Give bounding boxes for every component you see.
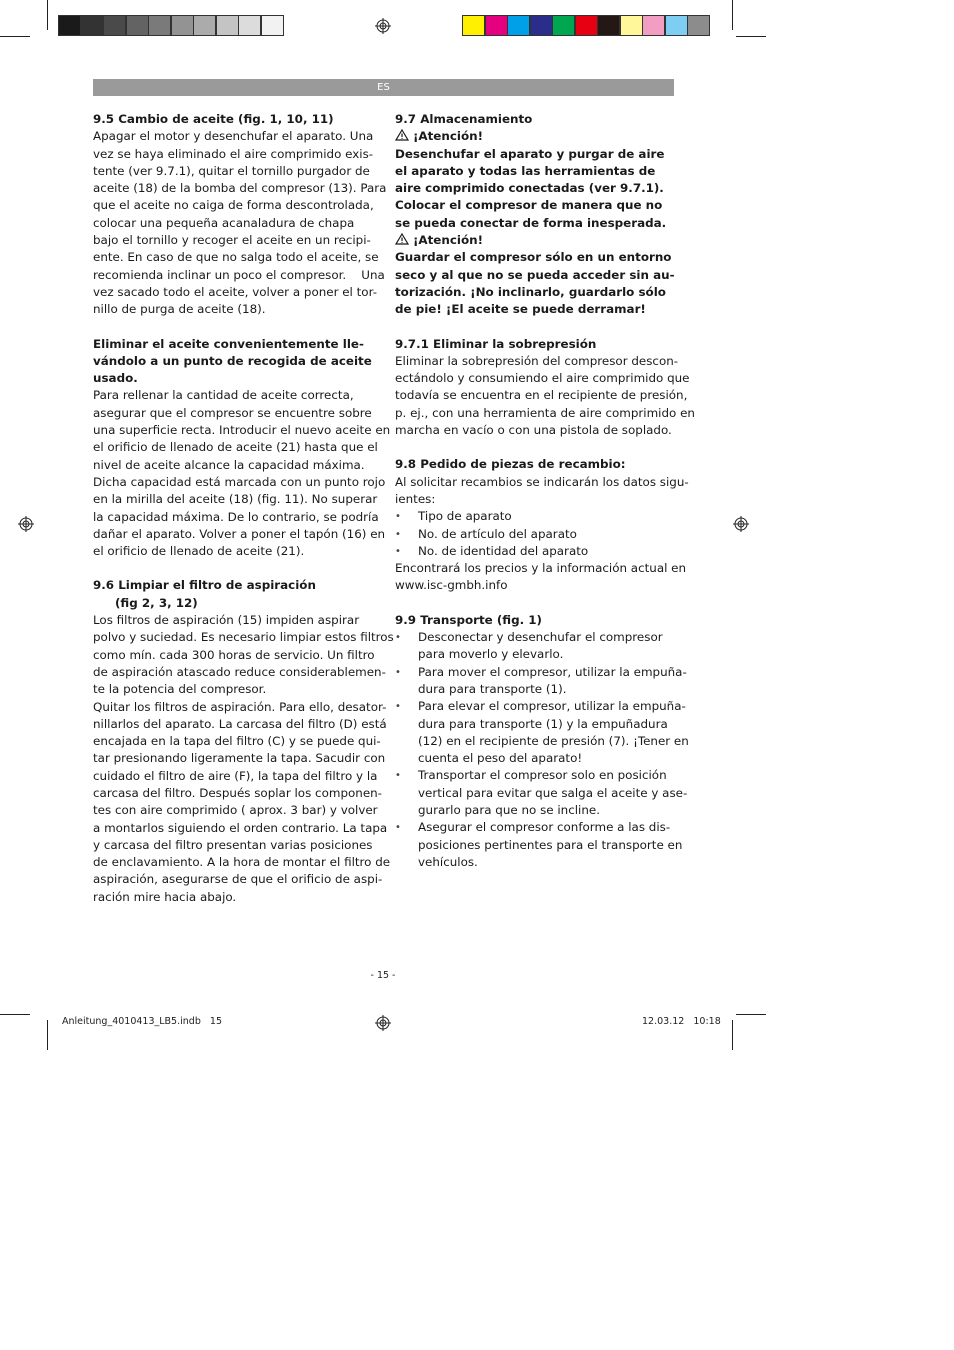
text-line: polvo y suciedad. Es necesario limpiar estos filtros <box>93 630 394 645</box>
color-swatch <box>687 15 710 36</box>
text-line: aire comprimido conectadas (ver 9.7.1). <box>395 181 664 196</box>
text-line: Apagar el motor y desenchufar el aparato. Una <box>93 129 374 144</box>
text-line: dañar el aparato. Volver a poner el tapón (16) en <box>93 526 386 541</box>
text-line: recomienda inclinar un poco el compresor. Una <box>93 267 385 282</box>
text-line: de pie! ¡El aceite se puede derramar! <box>395 302 646 317</box>
text-line: cuenta el peso del aparato! <box>418 751 583 766</box>
text-line: • Para elevar el compresor, utilizar la empuña- <box>418 699 686 714</box>
section-title-9-5: 9.5 Cambio de aceite (fig. 1, 10, 11) <box>93 112 334 126</box>
text-line: vándolo a un punto de recogida de aceite <box>93 353 372 368</box>
list-item <box>395 698 689 767</box>
list-item: • No. de identidad del aparato <box>395 543 680 560</box>
crop-mark <box>0 36 30 37</box>
text-line: carcasa del filtro. Después soplar los componen- <box>93 785 382 800</box>
text-line: de aspiración atascado reduce considerablemen- <box>93 664 386 679</box>
color-swatch <box>642 15 665 36</box>
text-line: marcha en vacío o con una pistola de soplado. <box>395 423 672 438</box>
list-item <box>395 819 683 871</box>
text-line: cuidado el filtro de aire (F), la tapa del filtro y la <box>93 768 378 783</box>
section-body-9-6 <box>93 612 394 906</box>
text-line: Quitar los filtros de aspiración. Para ello, desator- <box>93 699 387 714</box>
text-line: encajada en la tapa del filtro (C) y se puede qui- <box>93 734 381 749</box>
section-body-9-7-1 <box>395 353 695 439</box>
text-line: Guardar el compresor sólo en un entorno <box>395 250 672 265</box>
color-swatch <box>507 15 530 36</box>
text-line: que el aceite no caiga de forma descontrolada, <box>93 198 374 213</box>
text-line: usado. <box>93 371 138 386</box>
text-line: dura para transporte (1). <box>418 681 567 696</box>
refill-oil-body <box>93 387 391 560</box>
text-line: posiciones pertinentes para el transporte en <box>418 837 683 852</box>
text-line: • Desconectar y desenchufar el compresor <box>418 630 663 645</box>
text-line: Dicha capacidad está marcada con un punto rojo <box>93 474 386 489</box>
text-line: nillarlos del aparato. La carcasa del filtro (D) está <box>93 716 387 731</box>
storage-warning-1 <box>395 146 680 232</box>
registration-mark-icon <box>18 516 34 532</box>
text-line: www.isc-gmbh.info <box>395 578 508 593</box>
spare-parts-list <box>395 508 680 560</box>
gray-swatch <box>58 15 81 36</box>
text-line: te la potencia del compresor. <box>93 682 267 697</box>
text-line: la capacidad máxima. De lo contrario, se podría <box>93 509 379 524</box>
list-item: • No. de artículo del aparato <box>395 526 680 543</box>
text-line: Colocar el compresor de manera que no <box>395 198 663 213</box>
warning-triangle-icon <box>395 233 409 245</box>
text-line: tar presionando ligeramente la tapa. Sacudir con <box>93 751 386 766</box>
page-number: - 15 - <box>370 970 396 981</box>
storage-warning-2 <box>395 249 680 318</box>
text-line: vertical para evitar que salga el aceite y ase- <box>418 785 688 800</box>
text-line: ientes: <box>395 491 436 506</box>
text-line: el orificio de llenado de aceite (21) hasta que el <box>93 440 378 455</box>
section-outro-9-8 <box>395 560 687 595</box>
section-title-9-7-1: 9.7.1 Eliminar la sobrepresión <box>395 336 597 351</box>
text-line: a montarlos siguiendo el orden contrario. La tapa <box>93 820 388 835</box>
crop-mark <box>732 1020 733 1050</box>
crop-mark <box>736 1014 766 1015</box>
text-line: como mín. cada 300 horas de servicio. Un filtro <box>93 647 375 662</box>
registration-mark-icon <box>375 18 391 34</box>
language-bar: ES <box>93 79 674 96</box>
crop-mark <box>47 1020 48 1050</box>
color-swatch <box>620 15 643 36</box>
text-line: • Para mover el compresor, utilizar la empuña- <box>418 664 687 679</box>
file-info: Anleitung_4010413_LB5.indb 15 <box>62 1016 222 1027</box>
text-line: (12) en el recipiente de presión (7). ¡Tener en <box>418 733 689 748</box>
text-line: seco y al que no se pueda acceder sin au- <box>395 267 675 282</box>
text-line: nivel de aceite alcance la capacidad máxima. <box>93 457 365 472</box>
text-line: tes con aire comprimido ( aprox. 3 bar) y volver <box>93 803 378 818</box>
text-line: Los filtros de aspiración (15) impiden aspirar <box>93 613 360 628</box>
color-swatch <box>665 15 688 36</box>
text-line: vez se haya eliminado el aire comprimido exis- <box>93 146 374 161</box>
text-line: ente. En caso de que no salga todo el aceite, se <box>93 250 379 265</box>
color-swatch <box>462 15 485 36</box>
transport-list <box>395 629 689 871</box>
dispose-oil-notice <box>93 336 378 388</box>
text-line: aceite (18) de la bomba del compresor (13). Para <box>93 181 387 196</box>
text-line: torización. ¡No inclinarlo, guardarlo sólo <box>395 284 666 299</box>
attention-heading <box>395 128 680 145</box>
text-line: de enclavamiento. A la hora de montar el filtro de <box>93 855 391 870</box>
text-line: el aparato y todas las herramientas de <box>395 163 656 178</box>
text-line: se pueda conectar de forma inesperada. <box>395 215 667 230</box>
text-line: para moverlo y elevarlo. <box>418 647 564 662</box>
text-line: • Transportar el compresor solo en posición <box>418 768 667 783</box>
text-line: Al solicitar recambios se indicarán los datos sigu- <box>395 474 689 489</box>
gray-swatch <box>103 15 126 36</box>
text-line: nillo de purga de aceite (18). <box>93 302 266 317</box>
text-line: colocar una pequeña acanaladura de chapa <box>93 215 355 230</box>
text-line: ectándolo y consumiendo el aire comprimido que <box>395 371 690 386</box>
left-column <box>93 111 394 906</box>
list-item <box>395 767 688 819</box>
gray-swatch <box>193 15 216 36</box>
text-line: aspiración, asegurarse de que el orificio de aspi- <box>93 872 383 887</box>
section-title-9-6: 9.6 Limpiar el filtro de aspiración <box>93 578 316 593</box>
list-item <box>395 629 680 664</box>
attention-label: ¡Atención! <box>413 233 484 248</box>
text-line: ración mire hacia abajo. <box>93 889 237 904</box>
warning-triangle-icon <box>395 129 409 141</box>
text-line: y carcasa del filtro presentan varias posiciones <box>93 837 373 852</box>
text-line: Desenchufar el aparato y purgar de aire <box>395 146 665 161</box>
text-line: dura para transporte (1) y la empuñadura <box>418 716 668 731</box>
text-line: Encontrará los precios y la información actual en <box>395 561 687 576</box>
text-line: en la mirilla del aceite (18) (fig. 11). No superar <box>93 492 378 507</box>
section-title-9-8: 9.8 Pedido de piezas de recambio: <box>395 457 626 472</box>
gray-swatch <box>216 15 239 36</box>
color-swatch <box>530 15 553 36</box>
text-line: bajo el tornillo y recoger el aceite en un recipi- <box>93 233 371 248</box>
section-title-9-9: 9.9 Transporte (fig. 1) <box>395 612 542 627</box>
text-line: p. ej., con una herramienta de aire comprimido en <box>395 405 695 420</box>
gray-swatch <box>238 15 261 36</box>
gray-swatch <box>261 15 284 36</box>
attention-heading <box>395 232 680 249</box>
print-date: 12.03.12 10:18 <box>642 1016 721 1027</box>
right-column <box>395 111 695 871</box>
text-line: Eliminar el aceite convenientemente lle- <box>93 336 364 351</box>
section-title-9-7: 9.7 Almacenamiento <box>395 112 533 126</box>
gray-swatch <box>126 15 149 36</box>
gray-swatch <box>148 15 171 36</box>
text-line: Eliminar la sobrepresión del compresor descon- <box>395 353 679 368</box>
gray-swatch <box>171 15 194 36</box>
text-line: todavía se encuentra en el recipiente de presión, <box>395 388 688 403</box>
text-line: asegurar que el compresor se encuentre sobre <box>93 405 372 420</box>
list-item: • Tipo de aparato <box>395 508 680 525</box>
attention-label: ¡Atención! <box>413 129 484 144</box>
text-line: vez sacado todo el aceite, volver a poner el tor- <box>93 284 377 299</box>
text-line: Para rellenar la cantidad de aceite correcta, <box>93 388 354 403</box>
section-title-9-6-figs: (fig 2, 3, 12) <box>115 595 198 610</box>
text-line: vehículos. <box>418 854 478 869</box>
text-line: gurarlo para que no se incline. <box>418 802 600 817</box>
section-intro-9-8 <box>395 474 689 509</box>
text-line: tente (ver 9.7.1), quitar el tornillo purgador de <box>93 163 370 178</box>
crop-mark <box>0 1014 30 1015</box>
text-line: • Asegurar el compresor conforme a las dis- <box>418 820 671 835</box>
list-item <box>395 664 687 699</box>
registration-mark-icon <box>375 1015 391 1031</box>
gray-swatch <box>81 15 104 36</box>
registration-mark-icon <box>733 516 749 532</box>
crop-mark <box>47 0 48 30</box>
text-line: una superficie recta. Introducir el nuevo aceite en <box>93 423 391 438</box>
color-swatch <box>597 15 620 36</box>
section-body-9-5 <box>93 128 387 318</box>
color-swatch <box>552 15 575 36</box>
crop-mark <box>736 36 766 37</box>
color-swatch <box>485 15 508 36</box>
crop-mark <box>732 0 733 30</box>
text-line: el orificio de llenado de aceite (21). <box>93 544 305 559</box>
color-swatch <box>575 15 598 36</box>
